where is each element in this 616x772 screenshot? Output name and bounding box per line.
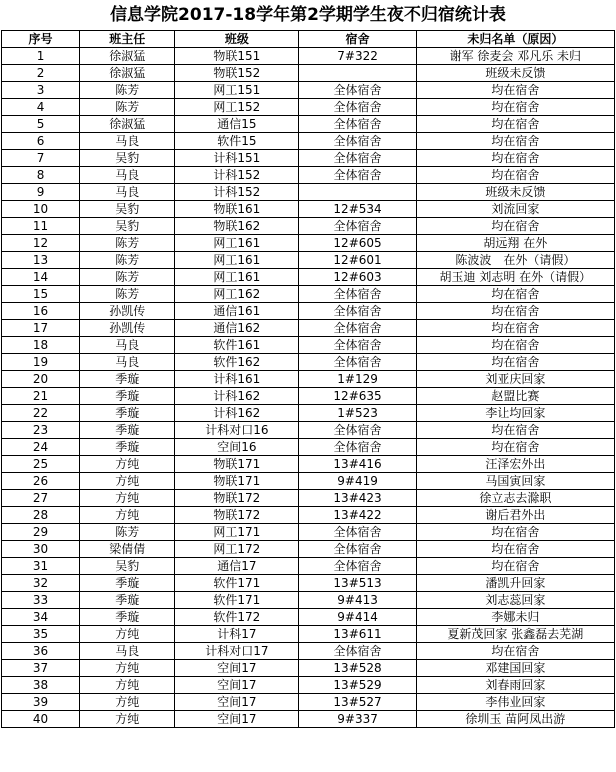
cell-dorm: 全体宿舍 [299,354,416,371]
cell-teacher: 马良 [80,337,175,354]
cell-index: 23 [2,422,80,439]
cell-teacher: 陈芳 [80,524,175,541]
cell-index: 11 [2,218,80,235]
cell-index: 19 [2,354,80,371]
dorm-absence-table [1,30,615,728]
cell-dorm: 全体宿舍 [299,303,416,320]
cell-dorm: 全体宿舍 [299,439,416,456]
cell-dorm: 全体宿舍 [299,643,416,660]
cell-teacher: 陈芳 [80,286,175,303]
cell-absent-list: 刘亚庆回家 [416,371,614,388]
cell-dorm [299,65,416,82]
cell-absent-list: 谢军 徐麦会 邓凡乐 未归 [416,48,614,65]
table-row [2,150,615,167]
cell-dorm: 12#603 [299,269,416,286]
cell-dorm: 7#322 [299,48,416,65]
cell-absent-list: 均在宿舍 [416,116,614,133]
cell-teacher: 孙凯传 [80,303,175,320]
cell-class: 通信17 [175,558,299,575]
cell-teacher: 吴豹 [80,558,175,575]
table-row [2,354,615,371]
cell-absent-list: 均在宿舍 [416,99,614,116]
cell-teacher: 陈芳 [80,269,175,286]
cell-class: 物联161 [175,201,299,218]
cell-class: 计科152 [175,167,299,184]
cell-dorm: 全体宿舍 [299,541,416,558]
cell-teacher: 徐淑猛 [80,48,175,65]
cell-absent-list: 夏新茂回家 张鑫磊去芜湖 [416,626,614,643]
cell-index: 8 [2,167,80,184]
table-row [2,422,615,439]
cell-index: 37 [2,660,80,677]
cell-class: 物联171 [175,473,299,490]
cell-class: 计科对口17 [175,643,299,660]
cell-absent-list: 均在宿舍 [416,558,614,575]
cell-teacher: 方纯 [80,473,175,490]
cell-teacher: 梁倩倩 [80,541,175,558]
cell-absent-list: 李让均回家 [416,405,614,422]
cell-class: 网工161 [175,235,299,252]
cell-dorm: 全体宿舍 [299,320,416,337]
cell-dorm: 全体宿舍 [299,218,416,235]
cell-absent-list: 均在宿舍 [416,439,614,456]
cell-absent-list: 陈波波 在外（请假） [416,252,614,269]
cell-teacher: 马良 [80,643,175,660]
table-row [2,490,615,507]
cell-dorm: 13#416 [299,456,416,473]
cell-class: 物联171 [175,456,299,473]
cell-class: 空间17 [175,694,299,711]
table-row [2,609,615,626]
cell-teacher: 季璇 [80,405,175,422]
table-row [2,235,615,252]
cell-class: 计科162 [175,405,299,422]
cell-absent-list: 均在宿舍 [416,422,614,439]
cell-teacher: 方纯 [80,660,175,677]
cell-absent-list: 赵盟比赛 [416,388,614,405]
cell-absent-list: 班级未反馈 [416,184,614,201]
cell-class: 网工152 [175,99,299,116]
cell-dorm: 全体宿舍 [299,116,416,133]
cell-teacher: 马良 [80,184,175,201]
cell-teacher: 吴豹 [80,218,175,235]
cell-teacher: 季璇 [80,388,175,405]
cell-teacher: 方纯 [80,456,175,473]
cell-class: 计科17 [175,626,299,643]
cell-teacher: 吴豹 [80,150,175,167]
cell-class: 空间17 [175,677,299,694]
cell-class: 通信162 [175,320,299,337]
cell-absent-list: 谢后君外出 [416,507,614,524]
table-row [2,541,615,558]
cell-index: 18 [2,337,80,354]
cell-teacher: 陈芳 [80,235,175,252]
table-row [2,269,615,286]
cell-absent-list: 均在宿舍 [416,354,614,371]
cell-absent-list: 胡远翔 在外 [416,235,614,252]
table-row [2,575,615,592]
cell-index: 36 [2,643,80,660]
cell-absent-list: 刘流回家 [416,201,614,218]
cell-dorm: 12#534 [299,201,416,218]
table-row [2,99,615,116]
cell-teacher: 徐淑猛 [80,116,175,133]
cell-index: 29 [2,524,80,541]
cell-class: 物联151 [175,48,299,65]
cell-dorm [299,184,416,201]
cell-teacher: 季璇 [80,422,175,439]
cell-dorm: 13#513 [299,575,416,592]
cell-dorm: 9#419 [299,473,416,490]
cell-index: 7 [2,150,80,167]
cell-class: 物联152 [175,65,299,82]
table-row [2,184,615,201]
cell-teacher: 方纯 [80,677,175,694]
cell-dorm: 全体宿舍 [299,286,416,303]
cell-dorm: 9#337 [299,711,416,728]
table-row [2,677,615,694]
cell-teacher: 陈芳 [80,99,175,116]
cell-class: 软件162 [175,354,299,371]
table-row [2,405,615,422]
cell-teacher: 季璇 [80,575,175,592]
cell-dorm: 全体宿舍 [299,422,416,439]
header-absent-list: 未归名单（原因） [416,31,614,48]
cell-index: 3 [2,82,80,99]
cell-index: 12 [2,235,80,252]
table-row [2,65,615,82]
cell-teacher: 马良 [80,354,175,371]
header-class: 班级 [175,31,299,48]
cell-teacher: 孙凯传 [80,320,175,337]
cell-class: 软件161 [175,337,299,354]
cell-teacher: 季璇 [80,592,175,609]
cell-index: 22 [2,405,80,422]
table-row [2,252,615,269]
cell-class: 软件171 [175,575,299,592]
cell-index: 32 [2,575,80,592]
cell-absent-list: 李伟业回家 [416,694,614,711]
cell-absent-list: 均在宿舍 [416,133,614,150]
cell-teacher: 马良 [80,167,175,184]
cell-index: 15 [2,286,80,303]
cell-class: 空间16 [175,439,299,456]
cell-absent-list: 均在宿舍 [416,167,614,184]
cell-absent-list: 刘春雨回家 [416,677,614,694]
cell-absent-list: 均在宿舍 [416,82,614,99]
cell-index: 2 [2,65,80,82]
cell-dorm: 全体宿舍 [299,133,416,150]
cell-index: 25 [2,456,80,473]
cell-index: 1 [2,48,80,65]
cell-index: 27 [2,490,80,507]
cell-absent-list: 李娜未归 [416,609,614,626]
table-row [2,303,615,320]
table-row [2,473,615,490]
table-row [2,711,615,728]
cell-class: 网工162 [175,286,299,303]
cell-teacher: 方纯 [80,711,175,728]
cell-teacher: 吴豹 [80,201,175,218]
cell-absent-list: 马国寅回家 [416,473,614,490]
cell-class: 网工161 [175,252,299,269]
cell-class: 通信15 [175,116,299,133]
table-row [2,456,615,473]
cell-index: 34 [2,609,80,626]
cell-index: 39 [2,694,80,711]
cell-class: 计科162 [175,388,299,405]
cell-dorm: 9#413 [299,592,416,609]
table-row [2,133,615,150]
cell-teacher: 季璇 [80,609,175,626]
cell-dorm: 9#414 [299,609,416,626]
cell-class: 计科对口16 [175,422,299,439]
cell-absent-list: 均在宿舍 [416,643,614,660]
cell-teacher: 马良 [80,133,175,150]
cell-dorm: 全体宿舍 [299,524,416,541]
cell-class: 计科161 [175,371,299,388]
table-row [2,660,615,677]
cell-absent-list: 刘志蕊回家 [416,592,614,609]
cell-index: 35 [2,626,80,643]
table-row [2,218,615,235]
cell-class: 通信161 [175,303,299,320]
cell-absent-list: 均在宿舍 [416,524,614,541]
cell-teacher: 徐淑猛 [80,65,175,82]
cell-index: 6 [2,133,80,150]
cell-dorm: 13#422 [299,507,416,524]
cell-class: 空间17 [175,660,299,677]
cell-class: 软件15 [175,133,299,150]
cell-index: 16 [2,303,80,320]
cell-dorm: 1#523 [299,405,416,422]
table-row [2,694,615,711]
cell-index: 24 [2,439,80,456]
cell-dorm: 全体宿舍 [299,337,416,354]
table-row [2,320,615,337]
header-teacher: 班主任 [80,31,175,48]
cell-absent-list: 邓建国回家 [416,660,614,677]
cell-dorm: 全体宿舍 [299,82,416,99]
table-row [2,286,615,303]
table-row [2,82,615,99]
cell-class: 网工172 [175,541,299,558]
table-row [2,201,615,218]
cell-dorm: 全体宿舍 [299,558,416,575]
table-row [2,643,615,660]
table-body [2,48,615,728]
cell-dorm: 全体宿舍 [299,167,416,184]
cell-teacher: 季璇 [80,371,175,388]
cell-index: 13 [2,252,80,269]
cell-dorm: 13#611 [299,626,416,643]
cell-index: 26 [2,473,80,490]
cell-class: 计科152 [175,184,299,201]
cell-class: 空间17 [175,711,299,728]
cell-dorm: 13#527 [299,694,416,711]
cell-dorm: 12#601 [299,252,416,269]
cell-dorm: 全体宿舍 [299,99,416,116]
table-row [2,626,615,643]
cell-index: 21 [2,388,80,405]
cell-absent-list: 汪泽宏外出 [416,456,614,473]
table-row [2,371,615,388]
cell-teacher: 陈芳 [80,252,175,269]
cell-absent-list: 均在宿舍 [416,150,614,167]
cell-absent-list: 徐立志去滁职 [416,490,614,507]
cell-class: 物联162 [175,218,299,235]
table-row [2,507,615,524]
cell-index: 30 [2,541,80,558]
table-row [2,388,615,405]
cell-absent-list: 均在宿舍 [416,320,614,337]
cell-index: 28 [2,507,80,524]
cell-teacher: 方纯 [80,507,175,524]
cell-class: 网工171 [175,524,299,541]
table-row [2,558,615,575]
cell-class: 网工161 [175,269,299,286]
cell-teacher: 陈芳 [80,82,175,99]
cell-teacher: 方纯 [80,490,175,507]
cell-index: 10 [2,201,80,218]
cell-class: 软件171 [175,592,299,609]
cell-absent-list: 均在宿舍 [416,541,614,558]
cell-class: 物联172 [175,507,299,524]
cell-index: 4 [2,99,80,116]
table-row [2,439,615,456]
cell-absent-list: 胡玉迪 刘志明 在外（请假） [416,269,614,286]
cell-class: 计科151 [175,150,299,167]
cell-absent-list: 班级未反馈 [416,65,614,82]
cell-dorm: 1#129 [299,371,416,388]
cell-dorm: 12#635 [299,388,416,405]
cell-index: 17 [2,320,80,337]
cell-dorm: 全体宿舍 [299,150,416,167]
table-row [2,337,615,354]
cell-index: 33 [2,592,80,609]
cell-dorm: 13#423 [299,490,416,507]
cell-index: 31 [2,558,80,575]
cell-teacher: 方纯 [80,626,175,643]
cell-teacher: 季璇 [80,439,175,456]
cell-absent-list: 徐圳玉 苗阿凤出游 [416,711,614,728]
cell-absent-list: 均在宿舍 [416,337,614,354]
cell-absent-list: 均在宿舍 [416,303,614,320]
report-title: 信息学院2017-18学年第2学期学生夜不归宿统计表 [110,5,506,25]
cell-teacher: 方纯 [80,694,175,711]
cell-class: 网工151 [175,82,299,99]
cell-index: 5 [2,116,80,133]
table-row [2,48,615,65]
cell-absent-list: 均在宿舍 [416,286,614,303]
cell-class: 软件172 [175,609,299,626]
header-row [2,31,615,48]
table-row [2,116,615,133]
header-index: 序号 [2,31,80,48]
cell-index: 40 [2,711,80,728]
cell-dorm: 13#529 [299,677,416,694]
table-row [2,524,615,541]
cell-dorm: 12#605 [299,235,416,252]
header-dorm: 宿舍 [299,31,416,48]
cell-index: 14 [2,269,80,286]
cell-class: 物联172 [175,490,299,507]
cell-dorm: 13#528 [299,660,416,677]
cell-absent-list: 潘凯升回家 [416,575,614,592]
table-row [2,167,615,184]
cell-index: 20 [2,371,80,388]
cell-index: 38 [2,677,80,694]
table-row [2,592,615,609]
cell-absent-list: 均在宿舍 [416,218,614,235]
cell-index: 9 [2,184,80,201]
